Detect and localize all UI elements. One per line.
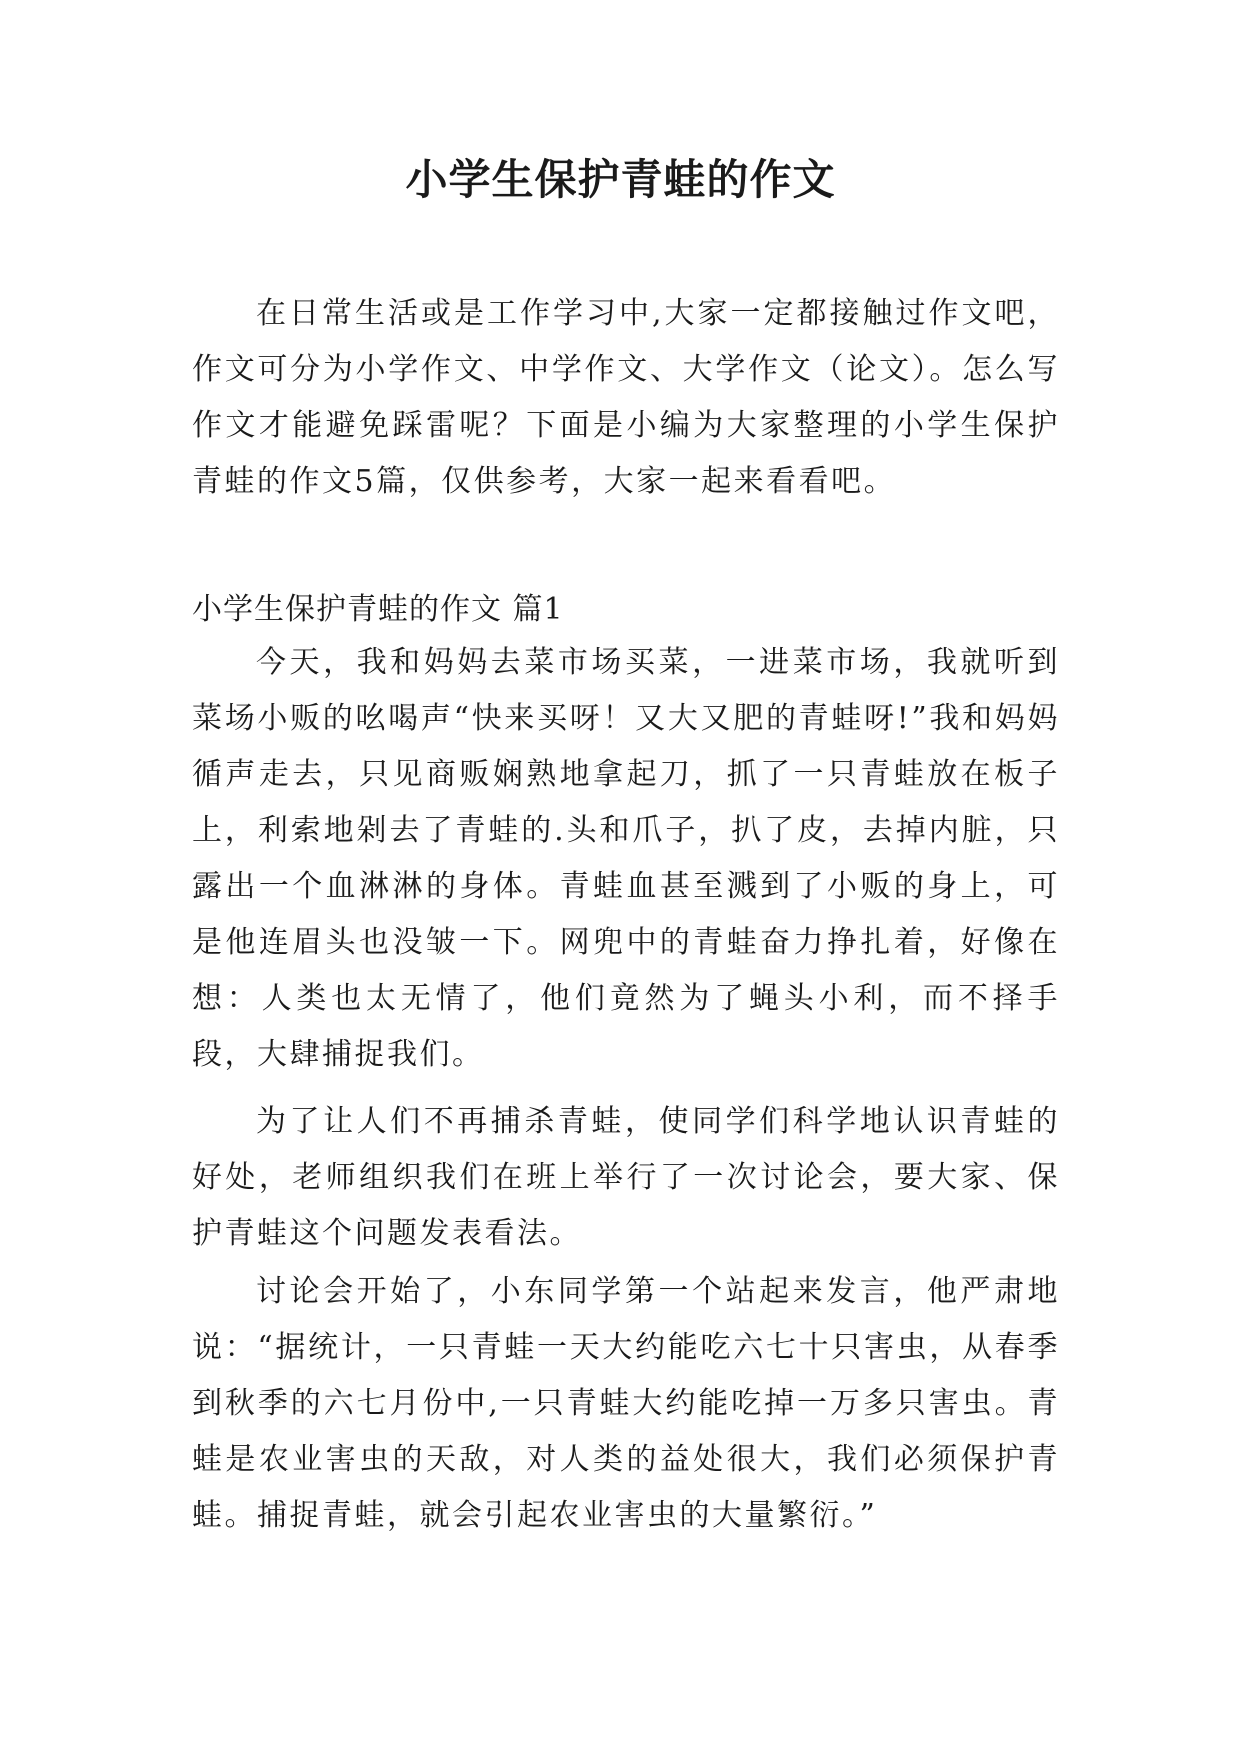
body-paragraph: 讨论会开始了，小东同学第一个站起来发言，他严肃地说：“据统计，一只青蛙一天大约能吃六七十只害虫，从春季到秋季的六七月份中,一只青蛙大约能吃掉一万多只害虫。青蛙是农业害虫的天敌，对人类的益处很大，我们必须保护青蛙。捕捉青蛙，就会引起农业害虫的大量繁衍。”	[192, 1274, 1060, 1533]
intro-paragraph: 在日常生活或是工作学习中,大家一定都接触过作文吧，作文可分为小学作文、中学作文、大学作文（论文）。怎么写作文才能避免踩雷呢？下面是小编为大家整理的小学生保护青蛙的作文5篇，仅供参考，大家一起来看看吧。	[192, 296, 1060, 499]
section-heading: 小学生保护青蛙的作文 篇1	[192, 592, 564, 627]
body-paragraph: 今天，我和妈妈去菜市场买菜，一进菜市场，我就听到菜场小贩的吆喝声“快来买呀！又大又肥的青蛙呀!”我和妈妈循声走去，只见商贩娴熟地拿起刀，抓了一只青蛙放在板子上，利索地剁去了青蛙的.头和爪子，扒了皮，去掉内脏，只露出一个血淋淋的身体。青蛙血甚至溅到了小贩的身上，可是他连眉头也没皱一下。网兜中的青蛙奋力挣扎着，好像在想：人类也太无情了，他们竟然为了蝇头小利，而不择手段，大肆捕捉我们。	[192, 645, 1060, 1072]
page-title: 小学生保护青蛙的作文	[405, 155, 836, 204]
body-paragraph: 为了让人们不再捕杀青蛙，使同学们科学地认识青蛙的好处，老师组织我们在班上举行了一次讨论会，要大家、保护青蛙这个问题发表看法。	[192, 1104, 1060, 1251]
